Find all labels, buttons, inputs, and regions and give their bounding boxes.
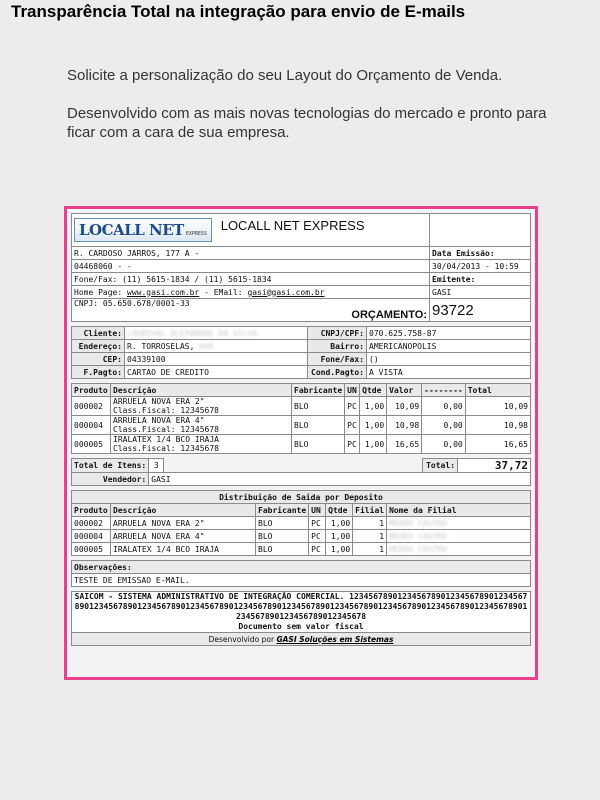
client-cep: 04339100 [125,353,308,366]
company-cep: 04468060 - - [72,260,430,273]
email-link[interactable]: gasi@gasi.com.br [247,287,325,297]
document-footer [71,591,531,646]
orcamento-number: 93722 [430,299,531,322]
observations-text: TESTE DE EMISSAO E-MAIL. [72,574,531,587]
intro-paragraph-2: Desenvolvido com as mais novas tecnologias do mercado e pronto para ficar com a cara de sua empresa. [67,105,547,141]
data-emissao-label: Data Emissão: [430,247,531,260]
home-page-link[interactable]: www.gasi.com.br [127,287,200,297]
company-name: LOCALL NET EXPRESS [220,218,365,233]
total-items-count: 3 [149,459,164,473]
intro-paragraph-1: Solicite a personalização do seu Layout do Orçamento de Venda. [67,67,503,84]
payment-condition: A VISTA [367,366,531,379]
totals-block: Total de Itens: 3 Total: 37,72 Vendedor: GASI [71,458,531,486]
payment-form: CARTAO DE CREDITO [125,366,308,379]
company-cnpj: CNPJ: 05.650.678/0001-33 ORÇAMENTO: [72,299,430,322]
grand-total: 37,72 [458,459,531,473]
company-web: Home Page: www.gasi.com.br - EMail: gasi@gasi.com.br [72,286,430,299]
seller-name: GASI [149,473,531,486]
items-header-row: Produto Descrição Fabricante UN Qtde Valor -------- Total [72,384,531,397]
table-row: 000004 ARRUELA NOVA ERA 4" Class.Fiscal: 12345678 BLO PC 1,00 10,98 0,00 10,98 [72,416,531,435]
data-emissao-value: 30/04/2013 - 10:59 [430,260,531,273]
distribution-title: Distribuição de Saida por Deposito [72,491,531,504]
table-row: 000005 IRALATEX 1/4 BCO IRAJA BLO PC 1,00 1 MEDRO CASTRO [72,543,531,556]
table-row: 000002 ARRUELA NOVA ERA 2" BLO PC 1,00 1 MEDRO CASTRO [72,517,531,530]
client-name: LOURIVAL ALEXANDRE DA SILVA [125,327,308,340]
company-address: R. CARDOSO JARROS, 177 A - [72,247,430,260]
distribution-table [71,490,531,556]
emitente-value: GASI [430,286,531,299]
client-phone: () [367,353,531,366]
logo-cell [72,214,430,247]
footer-note: Documento sem valor fiscal [238,622,364,631]
distribution-header-row: Produto Descrição Fabricante UN Qtde Filial Nome da Filial [72,504,531,517]
emitente-label: Emitente: [430,273,531,286]
page-title: Transparência Total na integração para envio de E-mails [11,2,466,21]
client-address: R. TORROSELAS, 000 [125,340,308,353]
client-cnpj: 070.625.758-87 [367,327,531,340]
company-phone: Fone/Fax: (11) 5615-1834 / (11) 5615-1834 [72,273,430,286]
table-row: 000005 IRALATEX 1/4 BCO IRAJA Class.Fiscal: 12345678 BLO PC 1,00 16,65 0,00 16,65 [72,435,531,454]
orcamento-label: ORÇAMENTO: [351,309,427,321]
quote-document-image [64,206,538,680]
table-row: 000004 ARRUELA NOVA ERA 4" BLO PC 1,00 1 MEDRO CASTRO [72,530,531,543]
footer-system-text: SAICOM - SISTEMA ADMINISTRATIVO DE INTEGRAÇÃO COMERCIAL. 12345678901234567890123456789012345678901234567890123456789012345678901234567890123456789012345678901234567890123456789012345678901234567890123456789012345678 [74,592,528,621]
developer-link[interactable]: GASI Soluções em Sistemas [276,634,394,644]
company-logo: LOCALL NET EXPRESS [74,218,212,242]
developer-credit: Desenvolvido por GASI Soluções em Sistemas [72,633,531,646]
table-row: 000002 ARRUELA NOVA ERA 2" Class.Fiscal: 12345678 BLO PC 1,00 10,09 0,00 10,09 [72,397,531,416]
company-header [71,213,531,322]
client-block: Cliente: LOURIVAL ALEXANDRE DA SILVA CNPJ/CPF: 070.625.758-87 Endereço: R. TORROSELAS, 000 Bairro: AMERICANOPOLIS CEP: 04339100 Fone/Fax: () F.Pagto: CARTAO DE CREDITO Cond.Pagto: A VISTA [71,326,531,379]
intro-text [67,66,567,161]
items-table [71,383,531,454]
logo-spacer [430,214,531,247]
client-bairro: AMERICANOPOLIS [367,340,531,353]
observations-block: Observações: TESTE DE EMISSAO E-MAIL. [71,560,531,587]
